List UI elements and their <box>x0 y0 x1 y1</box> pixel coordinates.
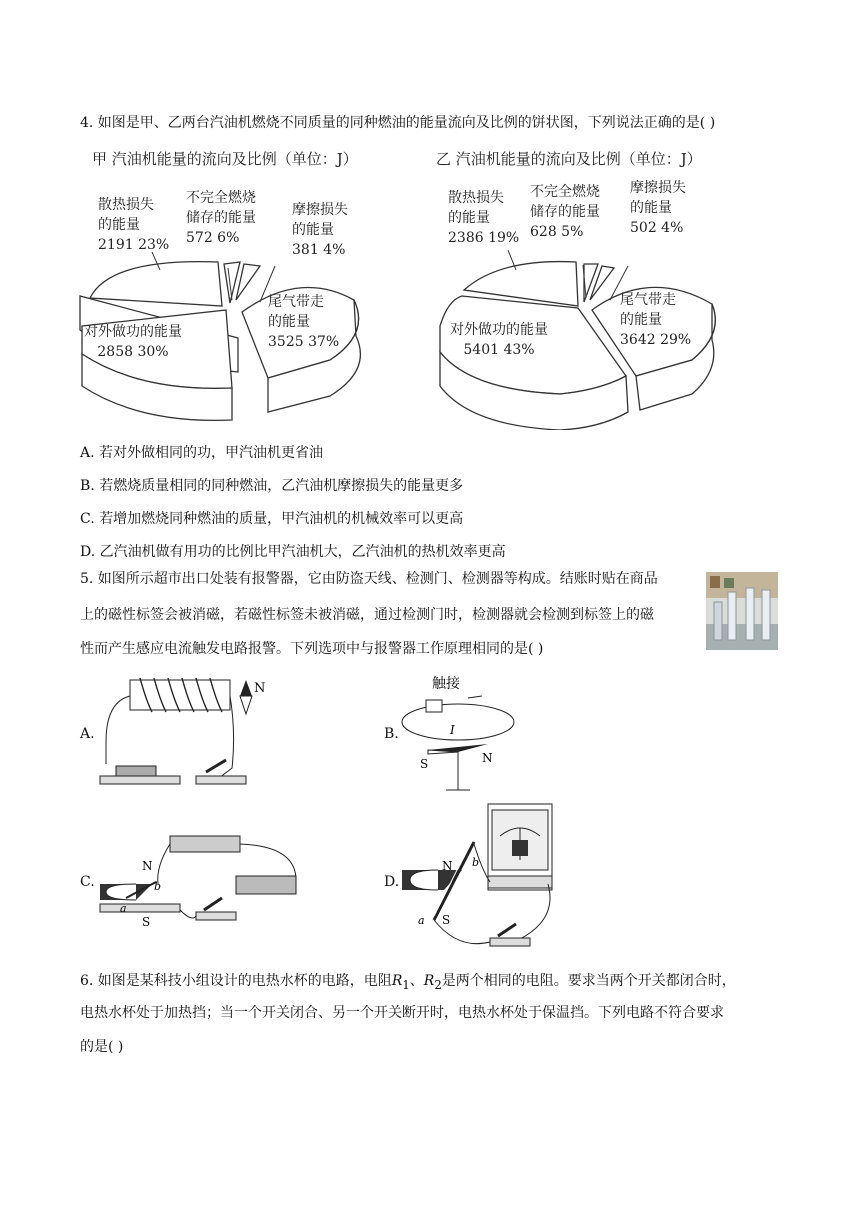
pie1-slice-heat <box>90 262 222 306</box>
q5-option-d-label: D. <box>384 874 400 890</box>
fig-a-n-label: N <box>254 681 266 696</box>
question-5-line-1: 5. 如图所示超市出口处装有报警器，它由防盗天线、检测门、检测器等构成。结账时贴在商品 <box>80 571 658 587</box>
question-6-line-2: 电热水杯处于加热挡；当一个开关闭合、另一个开关断开时，电热水杯处于保温挡。下列电路不符合要求 <box>80 1005 724 1021</box>
fig-d-b-label: b <box>472 856 480 869</box>
pie1-label-friction: 摩擦损失 的能量 381 4% <box>292 202 348 258</box>
pie2-label-heat: 散热损失 的能量 2386 19% <box>448 190 520 246</box>
q4-option-a: A. 若对外做相同的功，甲汽油机更省油 <box>80 445 324 461</box>
fig-c-n-label: N <box>142 859 153 873</box>
store-detector-photo <box>706 572 778 650</box>
question-5-line-3: 性而产生感应电流触发电路报警。下列选项中与报警器工作原理相同的是( ) <box>80 641 544 657</box>
q6-line-1-part-b: 是两个相同的电阻。要求当两个开关都闭合时， <box>441 973 736 989</box>
question-6-line-3: 的是( ) <box>80 1039 124 1055</box>
question-6-line-1 <box>80 966 736 1000</box>
question-5-line-2: 上的磁性标签会被消磁，若磁性标签未被消磁，通过检测门时，检测器就会检测到标签上的磁 <box>80 607 654 623</box>
fig-b-i-label: I <box>450 723 455 737</box>
pie2-label-friction: 摩擦损失 的能量 502 4% <box>630 180 686 236</box>
r2-symbol: R <box>423 973 435 989</box>
fig-c-a-label: a <box>120 902 127 915</box>
pie1-slice-friction <box>236 264 260 300</box>
r1-symbol: R <box>391 973 403 989</box>
q4-option-c: C. 若增加燃烧同种燃油的质量，甲汽油机的机械效率可以更高 <box>80 511 464 527</box>
pie1-label-work: 对外做功的能量 2858 30% <box>84 324 182 360</box>
q6-line-1-part-a: 6. 如图是某科技小组设计的电热水杯的电路，电阻 <box>80 973 392 989</box>
q5-figure-b <box>398 672 528 794</box>
question-4-stem: 4. 如图是甲、乙两台汽油机燃烧不同质量的同种燃油的能量流向及比例的饼状图，下列说法正确的是( ) <box>80 115 716 131</box>
q5-option-b-label: B. <box>384 726 399 742</box>
fig-c-s-label: S <box>142 915 151 929</box>
r1-subscript: 1 <box>402 977 410 992</box>
fig-b-n-label: N <box>482 751 493 765</box>
fig-d-s-label: S <box>442 913 451 927</box>
q5-figure-d <box>398 800 568 950</box>
pie2-label-exhaust: 尾气带走 的能量 3642 29% <box>620 292 692 348</box>
fig-d-n-label: N <box>442 859 453 873</box>
pie1-label-heat: 散热损失 的能量 2191 23% <box>98 197 170 253</box>
q5-figure-c <box>96 826 306 936</box>
pie1-label-incomplete: 不完全燃烧 储存的能量 572 6% <box>186 190 256 246</box>
pie1-label-exhaust: 尾气带走 的能量 3525 37% <box>268 294 340 350</box>
fig-c-b-label: b <box>154 880 162 893</box>
q5-option-a-label: A. <box>80 726 95 742</box>
q5-option-c-label: C. <box>80 874 95 890</box>
pie-chart-1-title: 甲 汽油机能量的流向及比例（单位：J） <box>92 150 358 168</box>
q4-option-d: D. 乙汽油机做有用功的比例比甲汽油机大，乙汽油机的热机效率更高 <box>80 544 506 560</box>
fig-d-a-label: a <box>418 914 425 927</box>
pie-chart-2-title: 乙 汽油机能量的流向及比例（单位：J） <box>436 150 702 168</box>
fig-b-caption: 触接 <box>432 676 460 692</box>
r2-subscript: 2 <box>434 977 442 992</box>
pie2-label-work: 对外做功的能量 5401 43% <box>450 322 548 358</box>
fig-b-s-label: S <box>420 757 429 771</box>
q5-figure-a <box>96 672 276 792</box>
pie2-label-incomplete: 不完全燃烧 储存的能量 628 5% <box>530 184 600 240</box>
q4-option-b: B. 若燃烧质量相同的同种燃油，乙汽油机摩擦损失的能量更多 <box>80 478 464 494</box>
separator: 、 <box>409 973 424 989</box>
